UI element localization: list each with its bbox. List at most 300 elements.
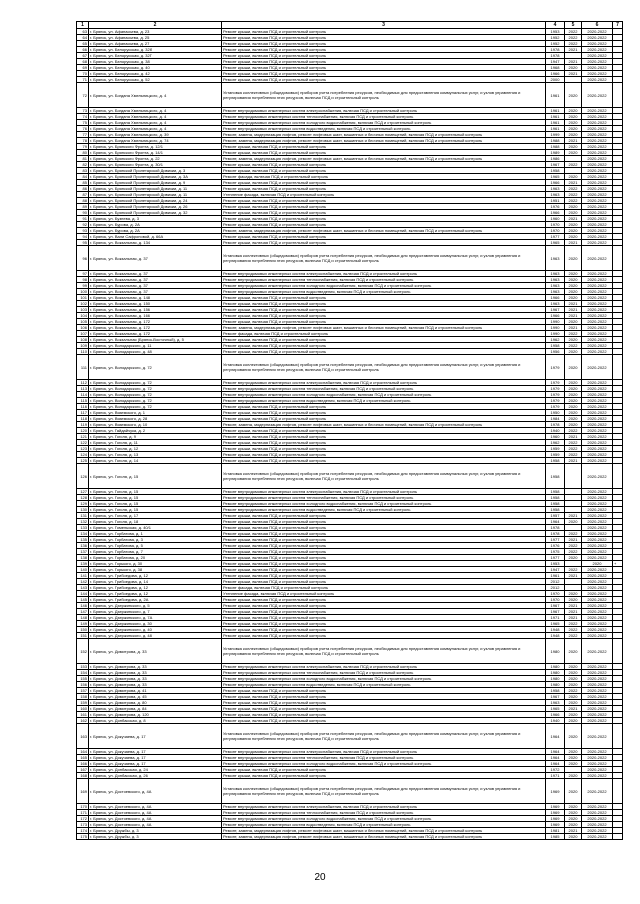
work-type: Ремонт крыши, включая ПСД и строительный контроль [222,210,546,216]
year-built: 1969 [546,822,565,828]
row-number: 170 [77,804,89,810]
planned-period: 2020-2022 [582,289,613,295]
column-number: 2 [89,22,222,29]
row-number: 83 [77,168,89,174]
planned-period: 2020-2022 [582,452,613,458]
address: г. Брянск, ул. Гоголя, д. 9 [89,434,222,440]
work-type: Ремонт крыши, включая ПСД и строительный контроль [222,77,546,83]
work-type: Ремонт внутридомовых инженерных систем водоотведения, включая ПСД и строительный контроль [222,398,546,404]
address: г. Брянск, ул. Горького, д. 38 [89,567,222,573]
work-type: Ремонт крыши, включая ПСД и строительный контроль [222,458,546,464]
last-overhaul-year: 2020 [565,773,582,779]
year-built: 1967 [546,609,565,615]
work-type: Ремонт внутридомовых инженерных систем холодного водоснабжения, включая ПСД и строительный контроль [222,120,546,126]
work-type: Ремонт крыши, включая ПСД и строительный контроль [222,633,546,639]
planned-period: 2020 [582,561,613,567]
row-number: 99 [77,283,89,289]
year-built: 1965 [546,706,565,712]
year-built: 1981 [546,828,565,834]
work-type: Ремонт крыши, включая ПСД и строительный контроль [222,234,546,240]
address: г. Брянск, ул. Грибоедова, д. 12 [89,591,222,597]
planned-period: 2020-2022 [582,513,613,519]
last-overhaul-year: 2020 [565,271,582,277]
row-number: 64 [77,35,89,41]
work-type: Ремонт внутридомовых инженерных систем электроснабжения, включая ПСД и строительный контроль [222,271,546,277]
row-number: 128 [77,495,89,501]
work-type: Установка коллективных (общедомовых) приборов учета потребления ресурсов, необходимых для предоставления коммунальных услуг, и узлов управления и регулирования потребления этих ресурсов, включая ПСД и строительный контроль [222,246,546,271]
last-overhaul-year: 2020 [565,380,582,386]
work-type: Ремонт внутридомовых инженерных систем теплоснабжения, включая ПСД и строительный контроль [222,755,546,761]
planned-period: 2020-2022 [582,700,613,706]
row-number: 146 [77,603,89,609]
row-number: 163 [77,724,89,749]
work-type: Ремонт крыши, включая ПСД и строительный контроль [222,337,546,343]
year-built: 1950 [546,410,565,416]
work-type: Ремонт фасада, включая ПСД и строительный контроль [222,331,546,337]
year-built: 1985 [546,834,565,840]
planned-period: 2020-2022 [582,834,613,840]
planned-period: 2020-2022 [582,767,613,773]
year-built: 1953 [546,561,565,567]
address: г. Брянск, ул. Вокзальная, д. 37 [89,283,222,289]
address: г. Брянск, ул. Докучаева, д. 17 [89,749,222,755]
row-number: 67 [77,53,89,59]
address: г. Брянск, ул. Белорусская, д. 52 [89,77,222,83]
year-built: 1963 [546,186,565,192]
address: г. Брянск, ул. Грибоедова, д. 2А [89,597,222,603]
address: г. Брянск, ул. Докучаева, д. 17 [89,755,222,761]
address: г. Брянск, ул. Афанасьева, д. 23 [89,29,222,35]
planned-period: 2020-2022 [582,301,613,307]
last-overhaul-year: 2020 [565,386,582,392]
address: г. Брянск, ул. Дзержинского, д. 7А [89,615,222,621]
planned-period: 2020-2022 [582,537,613,543]
planned-period: 2020-2022 [582,633,613,639]
work-type: Ремонт крыши, включая ПСД и строительный контроль [222,404,546,410]
year-built: 1978 [546,531,565,537]
address: г. Брянск, ул. Докучаева, д. 17 [89,724,222,749]
address: г. Брянск, ул. Докучаева, д. 17 [89,761,222,767]
planned-period: 2020-2022 [582,639,613,664]
last-overhaul-year: 2021 [565,458,582,464]
last-overhaul-year: 2020 [565,682,582,688]
planned-period: 2020-2022 [582,706,613,712]
row-number: 135 [77,537,89,543]
year-built: 1967 [546,162,565,168]
last-overhaul-year: 2022 [565,162,582,168]
address: г. Брянск, ул. Бурова, д. 2А [89,222,222,228]
year-built: 1978 [546,525,565,531]
work-type: Ремонт, замена, модернизация лифтов, ремонт лифтовых шахт, машинных и блочных помещений, включая ПСД и строительный контроль [222,156,546,162]
column-number: 6 [582,22,613,29]
address: г. Брянск, ул. Гоголя, д. 15 [89,489,222,495]
address: г. Брянск, ул. Брянской Пролетарской Дивизии, д. 3А [89,174,222,180]
year-built: 1963 [546,289,565,295]
work-type: Ремонт внутридомовых инженерных систем электроснабжения, включая ПСД и строительный контроль [222,664,546,670]
year-built: 1952 [546,35,565,41]
work-type: Ремонт внутридомовых инженерных систем теплоснабжения, включая ПСД и строительный контроль [222,495,546,501]
year-built: 1966 [546,313,565,319]
year-built: 1958 [546,507,565,513]
last-overhaul-year: 2022 [565,543,582,549]
last-overhaul-year: 2021 [565,307,582,313]
year-built: 1958 [546,458,565,464]
planned-period: 2020-2022 [582,621,613,627]
year-built: 1947 [546,567,565,573]
work-type: Ремонт внутридомовых инженерных систем водоотведения, включая ПСД и строительный контроль [222,289,546,295]
address: г. Брянск, ул. Донбасская, д. 24 [89,767,222,773]
row-number: 106 [77,325,89,331]
year-built: 1976 [546,543,565,549]
row-number: 70 [77,71,89,77]
address: г. Брянск, ул. Богдана Хмельницкого, д. 39 [89,132,222,138]
year-built: 1958 [546,501,565,507]
address: г. Брянск, ул. Димитрова, д. 33 [89,664,222,670]
planned-period: 2020-2022 [582,507,613,513]
year-built: 1963 [546,192,565,198]
row-number: 114 [77,392,89,398]
year-built: 1966 [546,712,565,718]
last-overhaul-year: 2022 [565,41,582,47]
work-type: Ремонт внутридомовых инженерных систем электроснабжения, включая ПСД и строительный контроль [222,108,546,114]
planned-period: 2020-2022 [582,682,613,688]
planned-period: 2020-2022 [582,216,613,222]
year-built: 1990 [546,331,565,337]
row-number: 72 [77,83,89,108]
planned-period: 2020-2022 [582,222,613,228]
last-overhaul-year: 2022 [565,633,582,639]
year-built: 1961 [546,114,565,120]
planned-period: 2020-2022 [582,579,613,585]
year-built: 1962 [546,440,565,446]
address: г. Брянск, ул. Горбатова, д. 7 [89,549,222,555]
flag: + [613,561,623,567]
last-overhaul-year: 2021 [565,828,582,834]
year-built: 1980 [546,676,565,682]
row-number: 133 [77,525,89,531]
year-built: 1966 [546,295,565,301]
last-overhaul-year: 2021 [565,216,582,222]
planned-period: 2020-2022 [582,724,613,749]
address: г. Брянск, ул. Вяземского, д. 1 [89,410,222,416]
planned-period: 2020-2022 [582,120,613,126]
address: г. Брянск, ул. Гоголя, д. 15 [89,507,222,513]
planned-period: 2020-2022 [582,240,613,246]
address: г. Брянск, ул. Горбатова, д. 1 [89,531,222,537]
work-type: Ремонт крыши, включая ПСД и строительный контроль [222,567,546,573]
last-overhaul-year: 2021 [565,573,582,579]
address: г. Брянск, ул. Афанасьева, д. 25 [89,35,222,41]
address: г. Брянск, ул. Дзержинского, д. 48 [89,633,222,639]
work-type: Ремонт крыши, включая ПСД и строительный контроль [222,597,546,603]
row-number: 162 [77,718,89,724]
row-number: 169 [77,779,89,804]
planned-period: 2020-2022 [582,144,613,150]
planned-period: 2020-2022 [582,192,613,198]
work-type: Ремонт внутридомовых инженерных систем электроснабжения, включая ПСД и строительный контроль [222,749,546,755]
planned-period: 2020-2022 [582,114,613,120]
year-built: 1971 [546,773,565,779]
row-number: 171 [77,810,89,816]
planned-period: 2020-2022 [582,204,613,210]
year-built: 1964 [546,761,565,767]
planned-period: 2020-2022 [582,670,613,676]
row-number: 153 [77,664,89,670]
row-number: 139 [77,561,89,567]
row-number: 123 [77,446,89,452]
row-number: 164 [77,749,89,755]
year-built: 2012 [546,579,565,585]
planned-period: 2020-2022 [582,65,613,71]
work-type: Ремонт крыши, включая ПСД и строительный контроль [222,519,546,525]
year-built: 1969 [546,810,565,816]
last-overhaul-year: 2020 [565,234,582,240]
year-built: 1989 [546,150,565,156]
address: г. Брянск, ул. Вяземского, д. 28 [89,416,222,422]
row-number: 148 [77,615,89,621]
year-built: 1960 [546,216,565,222]
row-number: 166 [77,761,89,767]
year-built: 1963 [546,283,565,289]
last-overhaul-year: 2020 [565,761,582,767]
row-number: 113 [77,386,89,392]
table-row [77,246,623,271]
row-number: 156 [77,682,89,688]
row-number: 126 [77,464,89,489]
last-overhaul-year: 2020 [565,174,582,180]
flag [613,246,623,271]
last-overhaul-year: 2021 [565,301,582,307]
year-built: 2000 [546,77,565,83]
work-type: Ремонт крыши, включая ПСД и строительный контроль [222,168,546,174]
work-type: Ремонт крыши, включая ПСД и строительный контроль [222,319,546,325]
address: г. Брянск, ул. Димитрова, д. 33 [89,670,222,676]
work-type: Ремонт крыши, включая ПСД и строительный контроль [222,240,546,246]
last-overhaul-year: 2020 [565,295,582,301]
address: г. Брянск, ул. Володарского, д. 72 [89,404,222,410]
row-number: 172 [77,816,89,822]
year-built: 1953 [546,29,565,35]
last-overhaul-year: 2020 [565,816,582,822]
last-overhaul-year: 2020 [565,83,582,108]
planned-period: 2020-2022 [582,446,613,452]
work-type: Ремонт крыши, включая ПСД и строительный контроль [222,428,546,434]
row-number: 91 [77,216,89,222]
row-number: 109 [77,343,89,349]
planned-period: 2020-2022 [582,59,613,65]
last-overhaul-year: 2022 [565,567,582,573]
row-number: 158 [77,694,89,700]
last-overhaul-year: 2021 [565,138,582,144]
address: г. Брянск, ул. Володарского, д. 72 [89,380,222,386]
last-overhaul-year: 2022 [565,35,582,41]
year-built: 1958 [546,688,565,694]
flag [613,464,623,489]
row-number: 71 [77,77,89,83]
address: г. Брянск, ул. Богдана Хмельницкого, д. 74 [89,138,222,144]
planned-period: 2020-2022 [582,386,613,392]
address: г. Брянск, ул. Белорусская, д. 42 [89,71,222,77]
row-number: 88 [77,198,89,204]
last-overhaul-year: 2022 [565,331,582,337]
work-type: Ремонт, замена, модернизация лифтов, ремонт лифтовых шахт, машинных и блочных помещений, включая ПСД и строительный контроль [222,828,546,834]
work-type: Ремонт крыши, включая ПСД и строительный контроль [222,609,546,615]
address: г. Брянск, ул. Гоголя, д. 15 [89,464,222,489]
planned-period: 2020-2022 [582,307,613,313]
year-built: 1972 [546,767,565,773]
year-built: 1961 [546,83,565,108]
table-row [77,779,623,804]
address: г. Брянск, ул. Достоевского, д. 4А [89,822,222,828]
year-built: 1978 [546,53,565,59]
flag [613,83,623,108]
last-overhaul-year: 2022 [565,186,582,192]
work-type: Ремонт крыши, включая ПСД и строительный контроль [222,144,546,150]
last-overhaul-year: 2020 [565,724,582,749]
row-number: 136 [77,543,89,549]
last-overhaul-year: 2021 [565,71,582,77]
row-number: 76 [77,126,89,132]
address: г. Брянск, ул. Гоголя, д. 14 [89,458,222,464]
planned-period: 2020-2022 [582,416,613,422]
address: г. Брянск, ул. Белорусская, д. 32б [89,47,222,53]
row-number: 69 [77,65,89,71]
work-type: Ремонт крыши, включая ПСД и строительный контроль [222,150,546,156]
row-number: 127 [77,489,89,495]
year-built: 1984 [546,416,565,422]
address: г. Брянск, ул. Володарского, д. 48 [89,349,222,355]
last-overhaul-year: 2020 [565,108,582,114]
last-overhaul-year: 2020 [565,228,582,234]
year-built: 1959 [546,452,565,458]
work-type: Ремонт крыши, включая ПСД и строительный контроль [222,561,546,567]
row-number: 161 [77,712,89,718]
last-overhaul-year: 2022 [565,531,582,537]
year-built: 1977 [546,555,565,561]
work-type: Ремонт внутридомовых инженерных систем теплоснабжения, включая ПСД и строительный контроль [222,114,546,120]
work-type: Ремонт крыши, включая ПСД и строительный контроль [222,543,546,549]
planned-period: 2020-2022 [582,810,613,816]
work-type: Ремонт внутридомовых инженерных систем теплоснабжения, включая ПСД и строительный контроль [222,810,546,816]
row-number: 78 [77,138,89,144]
planned-period: 2020-2022 [582,816,613,822]
planned-period: 2020-2022 [582,410,613,416]
row-number: 138 [77,555,89,561]
year-built: 1961 [546,126,565,132]
work-type: Ремонт внутридомовых инженерных систем холодного водоснабжения, включая ПСД и строительный контроль [222,283,546,289]
row-number: 167 [77,767,89,773]
address: г. Брянск, ул. Горбатова, д. 5 [89,543,222,549]
table-row [77,724,623,749]
row-number: 142 [77,579,89,585]
work-type: Установка коллективных (общедомовых) приборов учета потребления ресурсов, необходимых для предоставления коммунальных услуг, и узлов управления и регулирования потребления этих ресурсов, включая ПСД и строительный контроль [222,83,546,108]
row-number: 65 [77,41,89,47]
planned-period: 2020-2022 [582,597,613,603]
year-built: 1977 [546,234,565,240]
year-built: 1970 [546,228,565,234]
row-number: 125 [77,458,89,464]
planned-period: 2020-2022 [582,489,613,495]
year-built: 1965 [546,621,565,627]
last-overhaul-year: 2020 [565,283,582,289]
work-type: Ремонт крыши, включая ПСД и строительный контроль [222,579,546,585]
last-overhaul-year [565,464,582,489]
work-type: Ремонт фасада, включая ПСД и строительный контроль [222,585,546,591]
row-number: 85 [77,180,89,186]
address: г. Брянск, ул. Гоголя, д. 13 [89,452,222,458]
work-type: Ремонт крыши, включая ПСД и строительный контроль [222,694,546,700]
address: г. Брянск, ул. Димитрова, д. 33 [89,676,222,682]
row-number: 107 [77,331,89,337]
work-type: Ремонт внутридомовых инженерных систем холодного водоснабжения, включая ПСД и строительный контроль [222,392,546,398]
address: г. Брянск, ул. Димитрова, д. 45 [89,694,222,700]
planned-period: 2020-2022 [582,501,613,507]
planned-period: 2020-2022 [582,325,613,331]
planned-period: 2020-2022 [582,186,613,192]
row-number: 152 [77,639,89,664]
year-built: 1976 [546,204,565,210]
planned-period: 2020-2022 [582,549,613,555]
last-overhaul-year: 2020 [565,65,582,71]
work-type: Ремонт внутридомовых инженерных систем электроснабжения, включая ПСД и строительный контроль [222,380,546,386]
planned-period: 2020-2022 [582,428,613,434]
address: г. Брянск, ул. Горького, д. 30 [89,561,222,567]
work-type: Ремонт крыши, включая ПСД и строительный контроль [222,573,546,579]
planned-period: 2020-2022 [582,694,613,700]
address: г. Брянск, ул. Димитрова, д. 84 [89,706,222,712]
year-built: 1966 [546,180,565,186]
row-number: 105 [77,319,89,325]
year-built: 1986 [546,156,565,162]
address: г. Брянск, ул. Донбасская, д. 8 [89,718,222,724]
row-number: 175 [77,834,89,840]
work-type: Ремонт, замена, модернизация лифтов, ремонт лифтовых шахт, машинных и блочных помещений, включая ПСД и строительный контроль [222,834,546,840]
planned-period: 2020-2022 [582,126,613,132]
address: г. Брянск, ул. Вокзальная, д. 37 [89,277,222,283]
address: г. Брянск, ул. Вяземского, д. 10 [89,422,222,428]
last-overhaul-year: 2020 [565,204,582,210]
last-overhaul-year: 2020 [565,670,582,676]
planned-period: 2020-2022 [582,271,613,277]
last-overhaul-year: 2020 [565,639,582,664]
address: г. Брянск, ул. Вокзальная, д. 172 [89,319,222,325]
last-overhaul-year: 2021 [565,513,582,519]
last-overhaul-year: 2020 [565,822,582,828]
row-number: 130 [77,507,89,513]
works-table-body [77,22,623,840]
work-type: Установка коллективных (общедомовых) приборов учета потребления ресурсов, необходимых для предоставления коммунальных услуг, и узлов управления и регулирования потребления этих ресурсов, включая ПСД и строительный контроль [222,355,546,380]
address: г. Брянск, ул. Гомельская, д. 40/1 [89,525,222,531]
last-overhaul-year: 2020 [565,597,582,603]
planned-period: 2020-2022 [582,773,613,779]
row-number: 118 [77,416,89,422]
row-number: 149 [77,621,89,627]
row-number: 92 [77,222,89,228]
planned-period: 2020-2022 [582,531,613,537]
address: г. Брянск, ул. Брянского Фронта, д. 12/1 [89,144,222,150]
year-built: 1988 [546,144,565,150]
row-number: 144 [77,591,89,597]
flag [613,779,623,804]
last-overhaul-year: 2021 [565,706,582,712]
row-number: 120 [77,428,89,434]
work-type: Ремонт, замена, модернизация лифтов, ремонт лифтовых шахт, машинных и блочных помещений, включая ПСД и строительный контроль [222,132,546,138]
planned-period: 2020-2022 [582,519,613,525]
planned-period: 2020-2022 [582,108,613,114]
work-type: Ремонт крыши, включая ПСД и строительный контроль [222,41,546,47]
year-built: 1979 [546,404,565,410]
work-type: Ремонт крыши, включая ПСД и строительный контроль [222,186,546,192]
